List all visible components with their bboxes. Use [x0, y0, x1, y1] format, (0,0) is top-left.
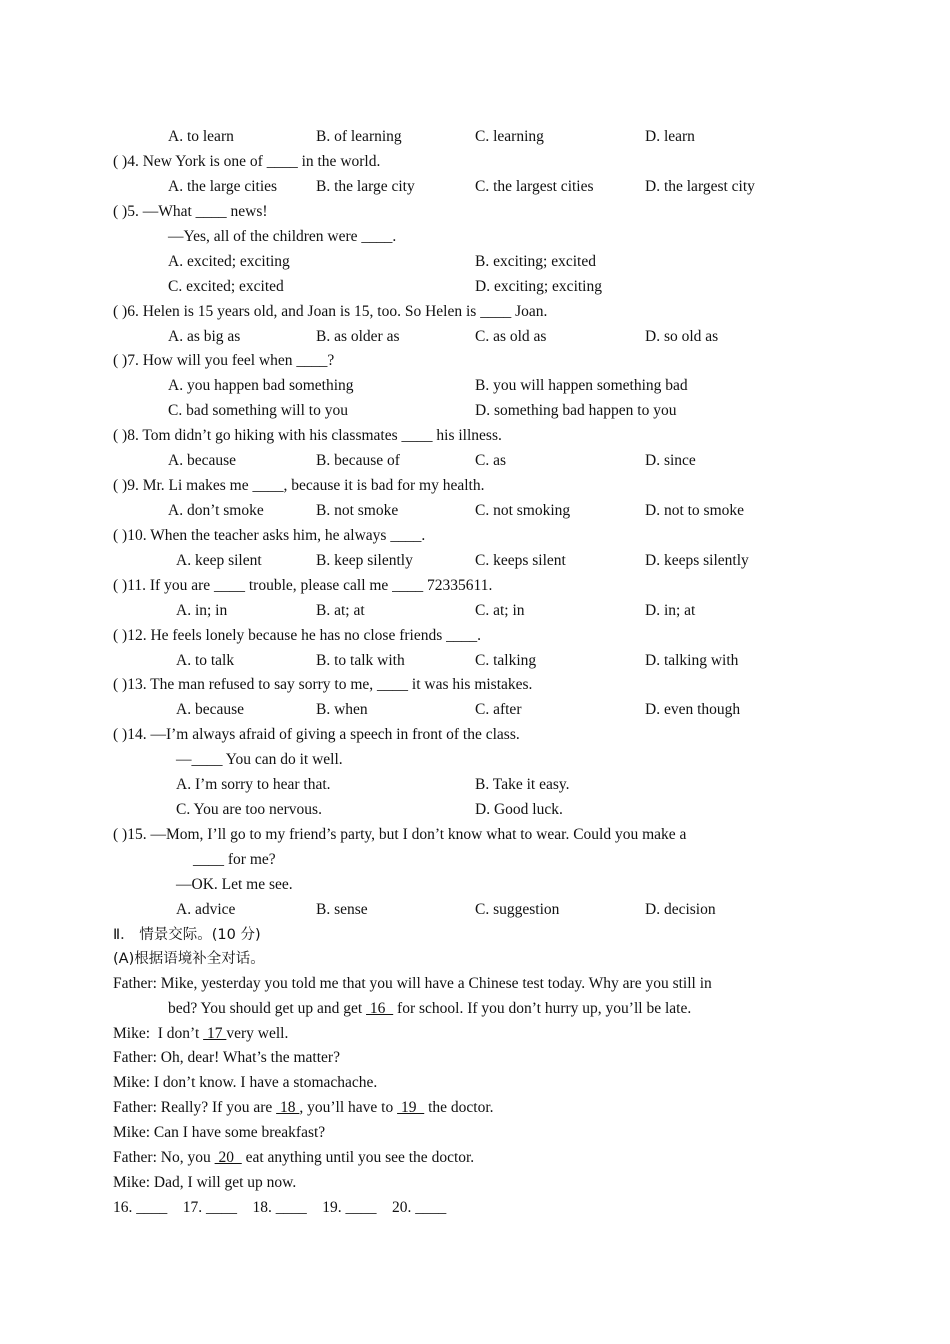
q5-stem: ( )5. —What ____ news! — [113, 203, 268, 220]
section-heading: Ⅱ． 情景交际。(10 分) — [113, 927, 261, 943]
q9-stem: ( )9. Mr. Li makes me ____, because it is bad for my health. — [113, 477, 485, 494]
q6-option-d: D. so old as — [645, 328, 719, 345]
q9-option-a: A. don’t smoke — [168, 502, 264, 519]
q7-option-d: D. something bad happen to you — [475, 402, 677, 419]
dialogue-line-3: Mike: I don’t 17 very well. — [113, 1025, 289, 1042]
dialogue-line-6: Father: Really? If you are 18 , you’ll have to 19 the doctor. — [113, 1099, 494, 1116]
q13-option-b: B. when — [316, 701, 368, 718]
q4-option-b: B. the large city — [316, 178, 415, 195]
q6-option-a: A. as big as — [168, 328, 241, 345]
q14-option-a: A. I’m sorry to hear that. — [176, 776, 331, 793]
q5-stem-reply: —Yes, all of the children were ____. — [168, 228, 397, 245]
q12-option-b: B. to talk with — [316, 652, 405, 669]
q5-option-a: A. excited; exciting — [168, 253, 290, 270]
section-subheading: (A)根据语境补全对话。 — [113, 951, 265, 967]
q14-stem: ( )14. —I’m always afraid of giving a speech in front of the class. — [113, 726, 520, 743]
q14-option-c: C. You are too nervous. — [176, 801, 322, 818]
q13-option-d: D. even though — [645, 701, 741, 718]
q8-stem: ( )8. Tom didn’t go hiking with his classmates ____ his illness. — [113, 427, 502, 444]
q15-option-b: B. sense — [316, 901, 368, 918]
q8-option-b: B. because of — [316, 452, 400, 469]
q9-option-d: D. not to smoke — [645, 502, 745, 519]
q5-option-d: D. exciting; exciting — [475, 278, 602, 295]
q8-option-c: C. as — [475, 452, 506, 469]
q6-stem: ( )6. Helen is 15 years old, and Joan is 15, too. So Helen is ____ Joan. — [113, 303, 548, 320]
q10-stem: ( )10. When the teacher asks him, he always ____. — [113, 527, 426, 544]
q7-option-b: B. you will happen something bad — [475, 377, 688, 394]
q4-option-d: D. the largest city — [645, 178, 755, 195]
answer-line: 16. ____ 17. ____ 18. ____ 19. ____ 20. ____ — [113, 1199, 447, 1216]
blank-16: 16 — [366, 1000, 394, 1017]
dialogue-line-9: Mike: Dad, I will get up now. — [113, 1174, 297, 1191]
q15-option-d: D. decision — [645, 901, 716, 918]
q15-stem: ( )15. —Mom, I’ll go to my friend’s party, but I don’t know what to wear. Could you make a — [113, 826, 687, 843]
dialogue-line-4: Father: Oh, dear! What’s the matter? — [113, 1049, 340, 1066]
q13-option-a: A. because — [176, 701, 244, 718]
q10-option-a: A. keep silent — [176, 552, 262, 569]
q9-option-c: C. not smoking — [475, 502, 571, 519]
q10-option-c: C. keeps silent — [475, 552, 566, 569]
q6-option-c: C. as old as — [475, 328, 547, 345]
blank-18: 18 — [276, 1099, 300, 1116]
q4-option-a: A. the large cities — [168, 178, 278, 195]
q15-option-a: A. advice — [176, 901, 236, 918]
q8-option-d: D. since — [645, 452, 696, 469]
q12-option-c: C. talking — [475, 652, 537, 669]
dialogue-line-1: Father: Mike, yesterday you told me that you will have a Chinese test today. Why are you still in — [113, 975, 712, 992]
q10-option-b: B. keep silently — [316, 552, 413, 569]
q13-stem: ( )13. The man refused to say sorry to me, ____ it was his mistakes. — [113, 676, 533, 693]
q11-option-b: B. at; at — [316, 602, 365, 619]
q11-stem: ( )11. If you are ____ trouble, please call me ____ 72335611. — [113, 577, 493, 594]
q3-option-d: D. learn — [645, 128, 695, 145]
q6-option-b: B. as older as — [316, 328, 400, 345]
dialogue-line-7: Mike: Can I have some breakfast? — [113, 1124, 326, 1141]
blank-17: 17 — [203, 1025, 227, 1042]
q12-option-a: A. to talk — [176, 652, 235, 669]
dialogue-line-5: Mike: I don’t know. I have a stomachache. — [113, 1074, 378, 1091]
blank-20: 20 — [214, 1149, 242, 1166]
q13-option-c: C. after — [475, 701, 522, 718]
blank-19: 19 — [397, 1099, 425, 1116]
q8-option-a: A. because — [168, 452, 236, 469]
dialogue-line-2: bed? You should get up and get 16 for school. If you don’t hurry up, you’ll be late. — [168, 1000, 692, 1017]
q12-option-d: D. talking with — [645, 652, 739, 669]
q4-stem: ( )4. New York is one of ____ in the world. — [113, 153, 381, 170]
q7-option-a: A. you happen bad something — [168, 377, 354, 394]
q4-option-c: C. the largest cities — [475, 178, 594, 195]
q9-option-b: B. not smoke — [316, 502, 399, 519]
q10-option-d: D. keeps silently — [645, 552, 749, 569]
q15-option-c: C. suggestion — [475, 901, 560, 918]
q11-option-a: A. in; in — [176, 602, 228, 619]
q14-option-d: D. Good luck. — [475, 801, 563, 818]
q15-stem-continued: ____ for me? — [193, 851, 276, 868]
q5-option-b: B. exciting; excited — [475, 253, 596, 270]
q3-option-b: B. of learning — [316, 128, 402, 145]
dialogue-line-8: Father: No, you 20 eat anything until you see the doctor. — [113, 1149, 475, 1166]
q11-option-c: C. at; in — [475, 602, 525, 619]
q14-stem-reply: —____ You can do it well. — [176, 751, 343, 768]
q11-option-d: D. in; at — [645, 602, 696, 619]
q3-option-a: A. to learn — [168, 128, 234, 145]
q5-option-c: C. excited; excited — [168, 278, 284, 295]
q15-stem-reply: —OK. Let me see. — [176, 876, 293, 893]
q14-option-b: B. Take it easy. — [475, 776, 570, 793]
q7-stem: ( )7. How will you feel when ____? — [113, 352, 335, 369]
q12-stem: ( )12. He feels lonely because he has no close friends ____. — [113, 627, 482, 644]
q7-option-c: C. bad something will to you — [168, 402, 348, 419]
q3-option-c: C. learning — [475, 128, 544, 145]
